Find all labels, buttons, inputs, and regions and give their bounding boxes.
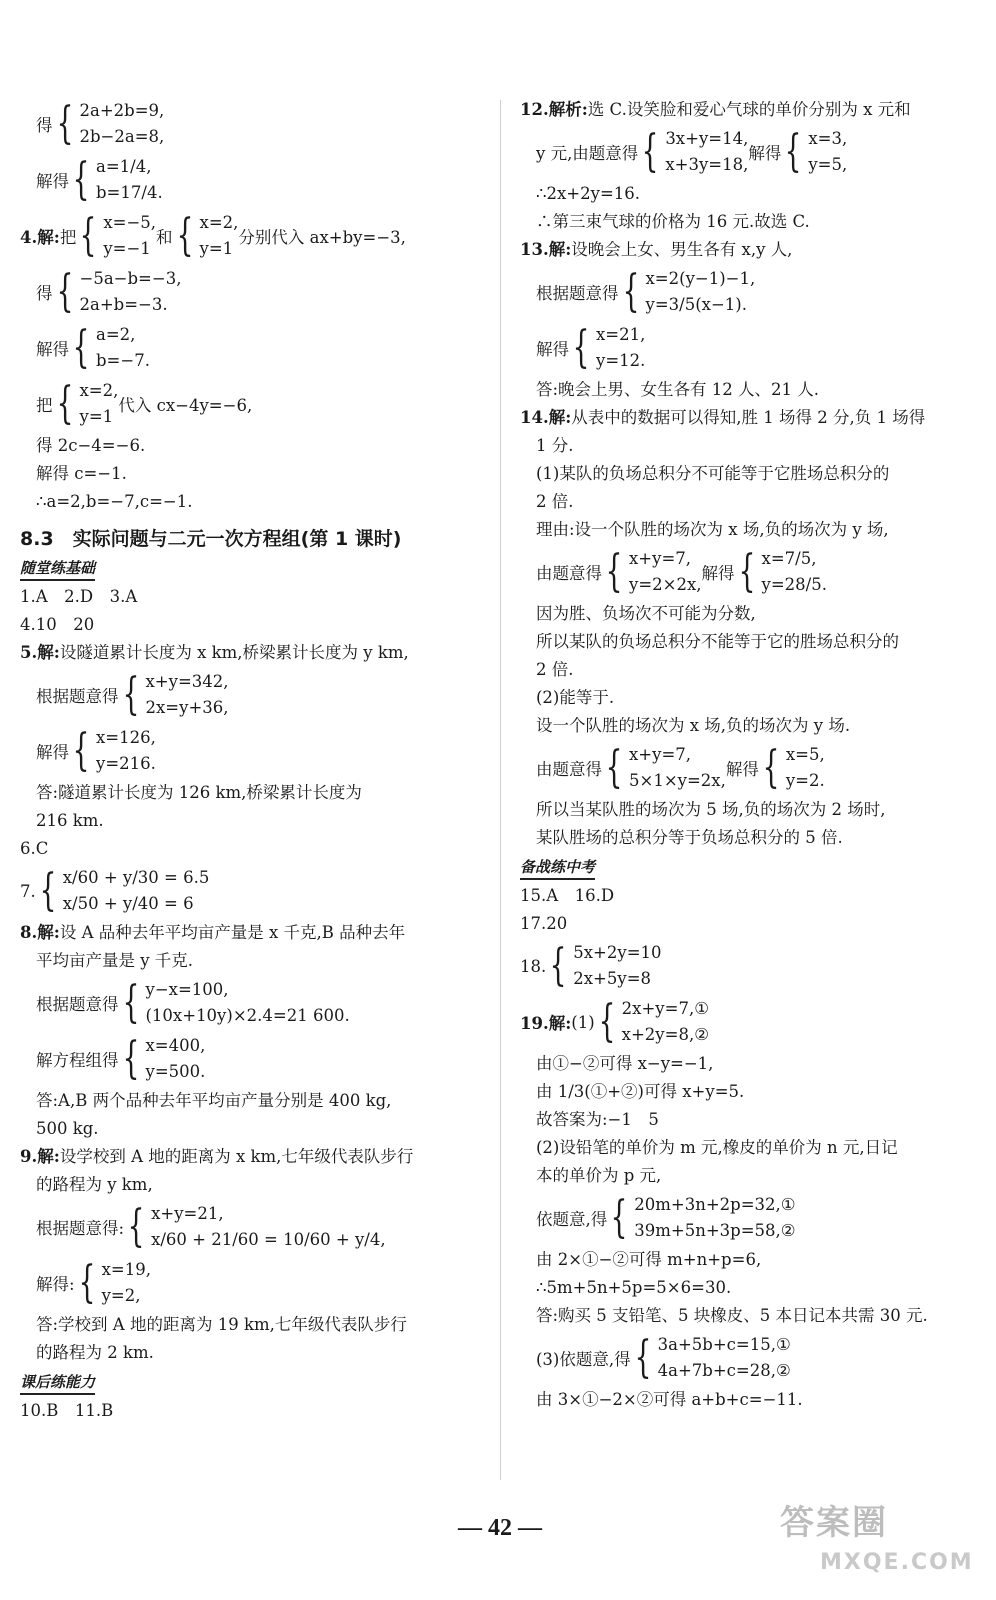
- text-line: 由 1/3(①+②)可得 x+y=5.: [536, 1082, 745, 1101]
- equation-row: y=28/5.: [761, 575, 827, 594]
- equation-row: x+2y=8,②: [621, 1025, 709, 1044]
- equation-row: b=−7.: [96, 351, 150, 370]
- answer-line: 答:隧道累计长度为 126 km,桥梁累计长度为: [36, 783, 362, 802]
- text: (3)依题意,得: [536, 1350, 631, 1369]
- equation-row: 20m+3n+2p=32,①: [634, 1195, 796, 1214]
- system-block: [520, 1190, 982, 1246]
- equation-row: y=3/5(x−1).: [645, 295, 747, 314]
- text-line: (2)能等于.: [536, 688, 615, 707]
- text: 由题意得: [536, 760, 602, 779]
- equation-row: x+y=21,: [151, 1204, 224, 1223]
- text: 解得: [536, 340, 569, 359]
- text-line: 由 3×①−2×②可得 a+b+c=−11.: [536, 1390, 803, 1409]
- text: 选 C.设笑脸和爱心气球的单价分别为 x 元和: [587, 100, 911, 119]
- text-line: 2 倍.: [536, 492, 574, 511]
- equation-row: x/50 + y/40 = 6: [62, 894, 194, 913]
- system-block: [20, 667, 480, 723]
- q19-system: [520, 994, 982, 1050]
- answer-line: 17.20: [520, 914, 568, 933]
- watermark-url: MXQE.COM: [820, 1550, 974, 1575]
- solution-system: { a=1/4, b=17/4.: [72, 154, 163, 205]
- equation-row: x=126,: [96, 728, 156, 747]
- equation-row: x/60 + 21/60 = 10/60 + y/4,: [151, 1230, 386, 1249]
- equation-row: 2a+b=−3.: [79, 295, 168, 314]
- right-column: [520, 96, 982, 1414]
- system-block: [520, 740, 982, 796]
- solution-block: [20, 152, 480, 208]
- text: 和: [156, 228, 173, 247]
- text-line: 答:购买 5 支铅笔、5 块橡皮、5 本日记本共需 30 元.: [536, 1306, 928, 1325]
- equation-row: 5×1×y=2x,: [629, 771, 726, 790]
- text: 解得: [36, 172, 69, 191]
- section-tag: 备战练中考: [520, 856, 595, 880]
- equation-row: 2a+2b=9,: [79, 101, 165, 120]
- question-number: 5.解:: [20, 643, 60, 662]
- equation-row: b=17/4.: [96, 183, 163, 202]
- text-line: ∴第三束气球的价格为 16 元.故选 C.: [536, 212, 810, 231]
- equation-row: y=1: [199, 239, 234, 258]
- text: 从表中的数据可以得知,胜 1 场得 2 分,负 1 场得: [571, 408, 926, 427]
- text: 把: [36, 396, 53, 415]
- equation-row: y=1: [79, 407, 114, 426]
- equation-row: y=216.: [96, 754, 156, 773]
- text-line: 由 2×①−②可得 m+n+p=6,: [536, 1250, 762, 1269]
- equation-system: { −5a−b=−3, 2a+b=−3.: [56, 266, 182, 317]
- question-number: 13.解:: [520, 240, 572, 259]
- solution-system: { x=19, y=2,: [78, 1257, 151, 1308]
- question-number: 12.解析:: [520, 100, 588, 119]
- text-line: ∴a=2,b=−7,c=−1.: [36, 492, 193, 511]
- equation-system: { y−x=100, (10x+10y)×2.4=21 600.: [122, 977, 350, 1028]
- section-tag: 课后练能力: [20, 1371, 95, 1395]
- text-line: 由①−②可得 x−y=−1,: [536, 1054, 714, 1073]
- watermark-logo: 答案圈: [780, 1503, 888, 1543]
- equation-row: x=2,: [199, 213, 239, 232]
- column-divider: [500, 100, 501, 1480]
- solution-system: { x=400, y=500.: [122, 1033, 206, 1084]
- text: 根据题意得: [536, 284, 619, 303]
- text: 把: [59, 228, 77, 247]
- question-number: 18.: [520, 956, 547, 976]
- equation-system: { x+y=7, y=2×2x,: [605, 546, 702, 597]
- text: 依题意,得: [536, 1210, 608, 1229]
- system-block: [20, 975, 480, 1031]
- answer-line: 15.A 16.D: [520, 886, 615, 905]
- answer-line: 答:学校到 A 地的距离为 19 km,七年级代表队步行: [36, 1315, 407, 1334]
- equation-system: { x=2, y=1: [56, 378, 119, 429]
- answer-line: 1.A 2.D 3.A: [20, 587, 138, 606]
- equation-row: −5a−b=−3,: [79, 269, 182, 288]
- section-title: 8.3 实际问题与二元一次方程组(第 1 课时): [20, 528, 402, 550]
- answer-line: 答:晚会上男、女生各有 12 人、21 人.: [536, 380, 820, 399]
- substitution-block: [20, 376, 480, 432]
- text: 分别代入 ax+by=−3,: [238, 228, 406, 247]
- text: 由题意得: [536, 564, 602, 583]
- equation-row: y=2.: [785, 771, 825, 790]
- text: 根据题意得: [36, 995, 119, 1014]
- text: 得: [36, 284, 53, 303]
- equation-row: y=500.: [145, 1062, 206, 1081]
- text-line: (1)某队的负场总积分不可能等于它胜场总积分的: [536, 464, 890, 483]
- equation-row: x=5,: [785, 745, 825, 764]
- system-block: [20, 264, 480, 320]
- equation-row: x=7/5,: [761, 549, 817, 568]
- question-number: 4.解:: [20, 228, 60, 247]
- equation-system: { 20m+3n+2p=32,① 39m+5n+3p=58,②: [610, 1192, 796, 1243]
- question-number: 14.解:: [520, 408, 572, 427]
- system-block: [20, 96, 480, 152]
- page-number: — 42 —: [458, 1515, 542, 1541]
- answer-line: 500 kg.: [36, 1119, 99, 1138]
- text: 设隧道累计长度为 x km,桥梁累计长度为 y km,: [59, 643, 409, 662]
- equation-row: x=21,: [596, 325, 646, 344]
- text-line: 某队胜场的总积分等于负场总积分的 5 倍.: [536, 828, 843, 847]
- q18-system: [520, 938, 982, 994]
- text: 根据题意得: [36, 687, 119, 706]
- text: y 元,由题意得: [536, 144, 639, 163]
- text: 解得: [36, 743, 69, 762]
- text: 设 A 品种去年平均亩产量是 x 千克,B 品种去年: [59, 923, 406, 942]
- solution-block: [20, 320, 480, 376]
- text: 解得: [748, 144, 782, 163]
- text-line: 所以某队的负场总积分不能等于它的胜场总积分的: [536, 632, 899, 651]
- text-line: (2)设铅笔的单价为 m 元,橡皮的单价为 n 元,日记: [536, 1138, 898, 1157]
- text-line: 本的单价为 p 元,: [536, 1166, 662, 1185]
- equation-row: 2b−2a=8,: [79, 127, 165, 146]
- equation-row: x=19,: [101, 1260, 151, 1279]
- question-number: 7.: [20, 881, 36, 901]
- solution-block: [20, 723, 480, 779]
- text-line: 的路程为 y km,: [36, 1175, 153, 1194]
- q4-substitution: [20, 208, 480, 264]
- equation-system: { x+y=21, x/60 + 21/60 = 10/60 + y/4,: [127, 1201, 386, 1252]
- text: 解得:: [36, 1275, 75, 1294]
- text: 设学校到 A 地的距离为 x km,七年级代表队步行: [59, 1147, 414, 1166]
- equation-row: a=1/4,: [96, 157, 152, 176]
- equation-system: { 2a+2b=9, 2b−2a=8,: [56, 98, 165, 149]
- text-line: 理由:设一个队胜的场次为 x 场,负的场次为 y 场,: [536, 520, 889, 539]
- equation-system: { x+y=342, 2x=y+36,: [122, 669, 229, 720]
- equation-system: { x+y=7, 5×1×y=2x,: [605, 742, 726, 793]
- question-number: 9.解:: [20, 1147, 60, 1166]
- question-number: 8.解:: [20, 923, 60, 942]
- equation-row: x=−5,: [103, 213, 157, 232]
- text-line: ∴5m+5n+5p=5×6=30.: [536, 1278, 732, 1297]
- equation-row: 3x+y=14,: [665, 129, 749, 148]
- equation-row: x=400,: [145, 1036, 206, 1055]
- equation-row: a=2,: [96, 325, 136, 344]
- question-number: 19.解:: [520, 1014, 572, 1033]
- text-line: 故答案为:−1 5: [536, 1110, 659, 1129]
- equation-row: y=2×2x,: [629, 575, 702, 594]
- solution-system: { a=2, b=−7.: [72, 322, 150, 373]
- solution-block: [520, 320, 982, 376]
- solution-system: { x=126, y=216.: [72, 725, 156, 776]
- equation-row: x=2(y−1)−1,: [645, 269, 756, 288]
- text-line: 2 倍.: [536, 660, 574, 679]
- answer-line: 答:A,B 两个品种去年平均亩产量分别是 400 kg,: [36, 1091, 392, 1110]
- text: 代入 cx−4y=−6,: [118, 396, 253, 415]
- equation-row: y−x=100,: [145, 980, 229, 999]
- answer-line: 的路程为 2 km.: [36, 1343, 154, 1362]
- text: 解得: [701, 564, 735, 583]
- equation-row: x=3,: [808, 129, 848, 148]
- solution-block: [20, 1031, 480, 1087]
- solution-block: [20, 1255, 480, 1311]
- text-line: 解得 c=−1.: [36, 464, 127, 483]
- equation-system: { x=−5, y=−1: [79, 210, 157, 261]
- text: 设晚会上女、男生各有 x,y 人,: [571, 240, 793, 259]
- equation-system: { 3a+5b+c=15,① 4a+7b+c=28,②: [634, 1332, 791, 1383]
- text: (1): [571, 1012, 595, 1032]
- left-column: [20, 96, 480, 1425]
- answer-line: 10.B 11.B: [20, 1401, 114, 1420]
- equation-system: { 2x+y=7,① x+2y=8,②: [598, 996, 709, 1047]
- system-block: [520, 264, 982, 320]
- equation-row: y=−1: [103, 239, 151, 258]
- solution-system: { x=5, y=2.: [762, 742, 825, 793]
- text: 得: [36, 116, 53, 135]
- equation-row: y=5,: [808, 155, 848, 174]
- equation-system: { x/60 + y/30 = 6.5 x/50 + y/40 = 6: [39, 865, 210, 916]
- text: 解得: [36, 340, 69, 359]
- equation-row: x+y=342,: [145, 672, 229, 691]
- text-line: 1 分.: [536, 436, 574, 455]
- system-block: [20, 1199, 480, 1255]
- equation-row: y=12.: [596, 351, 646, 370]
- answer-line: 216 km.: [36, 811, 104, 830]
- equation-row: 4a+7b+c=28,②: [657, 1361, 791, 1380]
- equation-row: 39m+5n+3p=58,②: [634, 1221, 796, 1240]
- equation-system: { x=2(y−1)−1, y=3/5(x−1).: [622, 266, 756, 317]
- equation-row: (10x+10y)×2.4=21 600.: [145, 1006, 350, 1025]
- solution-system: { x=7/5, y=28/5.: [738, 546, 827, 597]
- system-block: [520, 1330, 982, 1386]
- solution-system: { x=3, y=5,: [784, 126, 848, 177]
- equation-system: { x=2, y=1: [176, 210, 239, 261]
- answer-line: 4.10 20: [20, 615, 95, 634]
- equation-row: x+y=7,: [629, 549, 692, 568]
- equation-row: 5x+2y=10: [573, 943, 662, 962]
- equation-row: x=2,: [79, 381, 119, 400]
- text-line: 设一个队胜的场次为 x 场,负的场次为 y 场.: [536, 716, 851, 735]
- equation-row: 2x+y=7,①: [621, 999, 709, 1018]
- equation-row: 2x+5y=8: [573, 969, 652, 988]
- equation-row: 2x=y+36,: [145, 698, 229, 717]
- equation-row: 3a+5b+c=15,①: [657, 1335, 791, 1354]
- text-line: 平均亩产量是 y 千克.: [36, 951, 194, 970]
- text: 根据题意得:: [36, 1219, 125, 1238]
- solution-system: { x=21, y=12.: [572, 322, 646, 373]
- text: 解方程组得: [36, 1051, 119, 1070]
- equation-system: { 3x+y=14, x+3y=18,: [641, 126, 749, 177]
- text-line: 所以当某队胜的场次为 5 场,负的场次为 2 场时,: [536, 800, 886, 819]
- equation-row: y=2,: [101, 1286, 141, 1305]
- equation-row: x+3y=18,: [665, 155, 749, 174]
- text-line: 因为胜、负场次不可能为分数,: [536, 604, 756, 623]
- text-line: ∴2x+2y=16.: [536, 184, 641, 203]
- answer-line: 6.C: [20, 839, 49, 858]
- system-block: [520, 124, 982, 180]
- text: 解得: [725, 760, 759, 779]
- system-block: [520, 544, 982, 600]
- equation-row: x/60 + y/30 = 6.5: [62, 868, 210, 887]
- equation-row: x+y=7,: [629, 745, 692, 764]
- text-line: 得 2c−4=−6.: [36, 436, 146, 455]
- q7-system: [20, 863, 480, 919]
- section-tag: 随堂练基础: [20, 557, 95, 581]
- equation-system: { 5x+2y=10 2x+5y=8: [549, 940, 662, 991]
